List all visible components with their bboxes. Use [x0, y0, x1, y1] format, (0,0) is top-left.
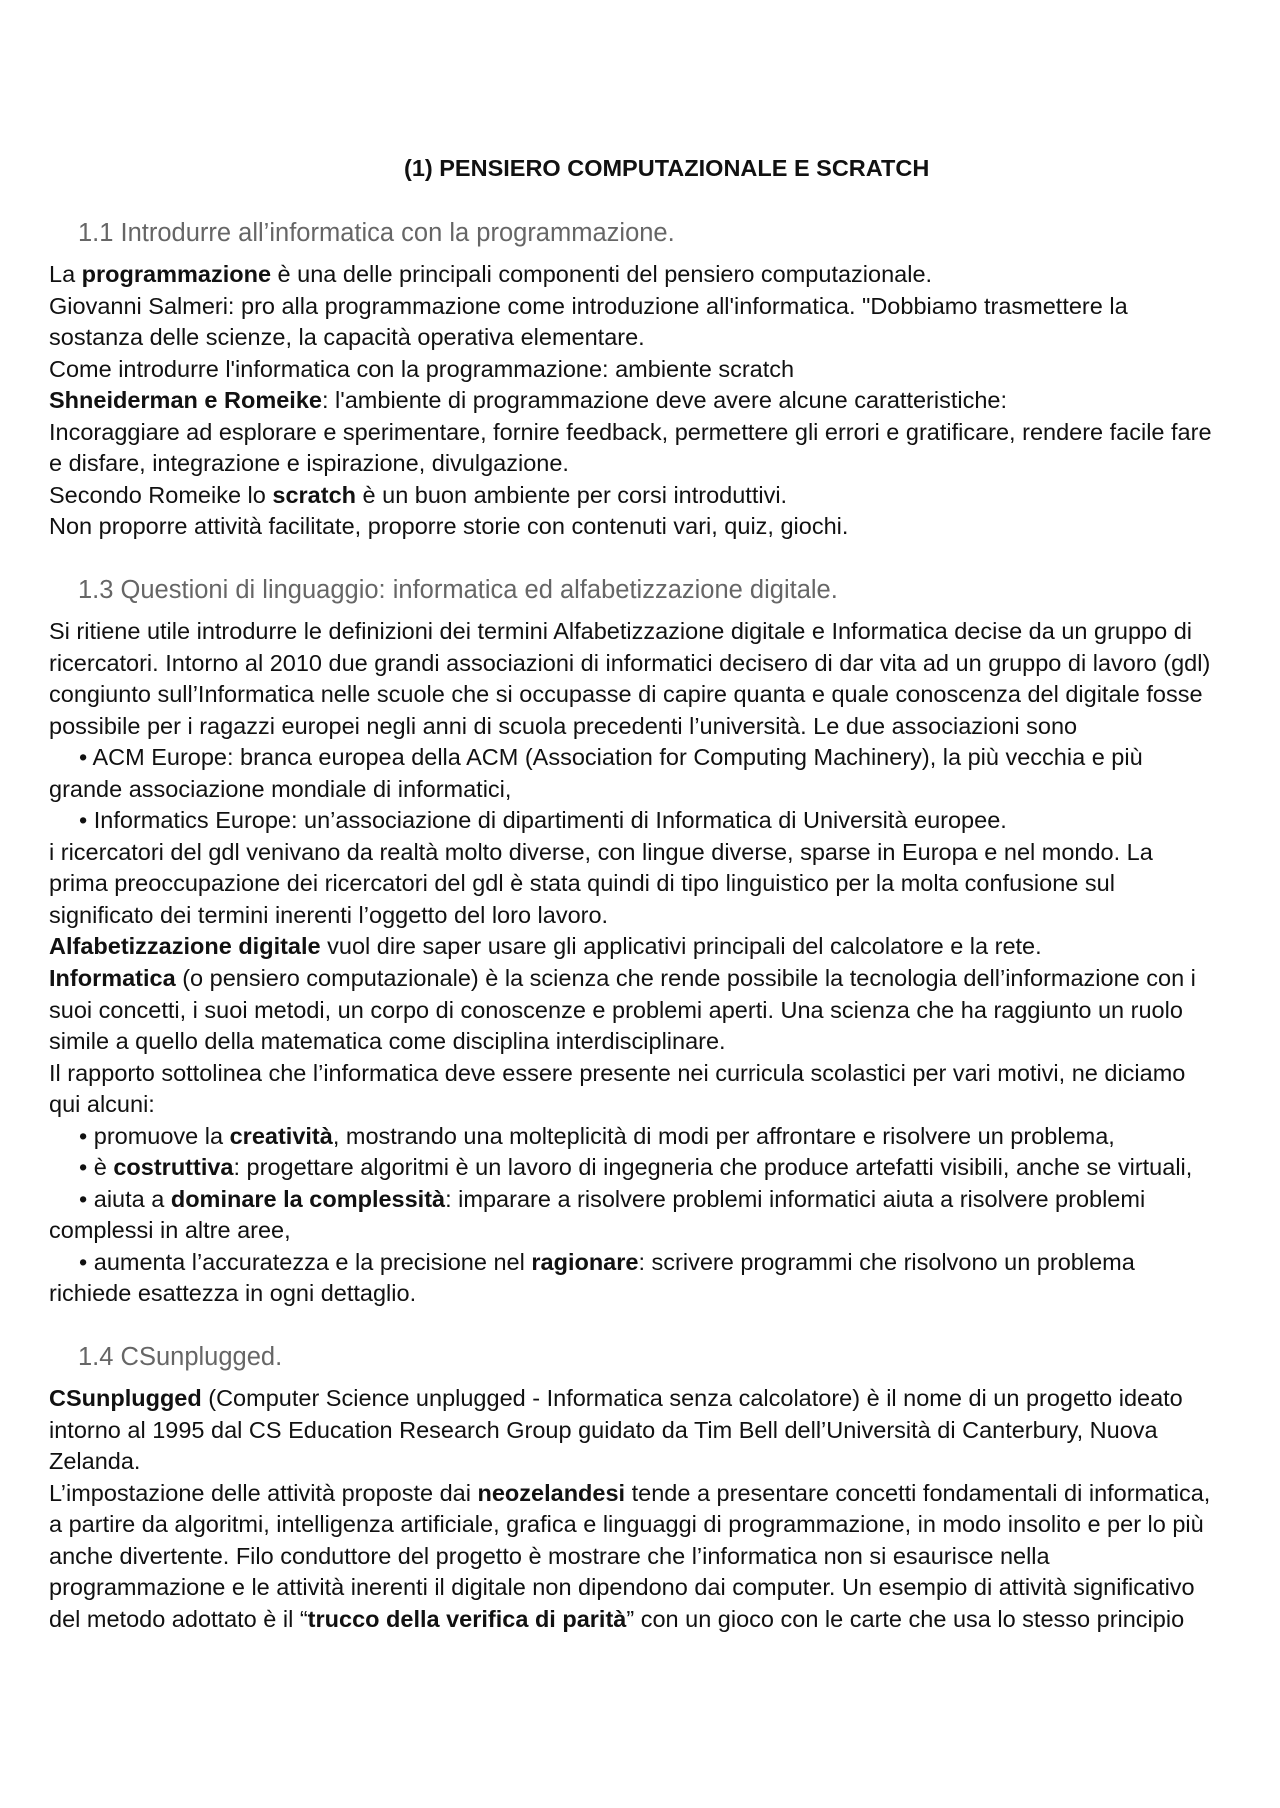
body-line: simile a quello della matematica come disciplina interdisciplinare. [49, 1028, 726, 1055]
body-line: Il rapporto sottolinea che l’informatica deve essere presente nei curricula scolastici per vari motivi, ne diciamo [49, 1059, 1186, 1086]
body-line: Si ritiene utile introdurre le definizioni dei termini Alfabetizzazione digitale e Informatica decise da un gruppo di [49, 618, 1193, 644]
text-run: tende a presentare concetti fondamentali di informatica, [625, 1479, 1211, 1506]
text-run: (o pensiero computazionale) è la scienza che rende possibile la tecnologia dell’informazione con i [175, 965, 1196, 992]
bullet-item [49, 1121, 1264, 1153]
body-line: richiede esattezza in ogni dettaglio. [49, 1280, 417, 1307]
body-line [49, 259, 1264, 291]
text-run: : progettare algoritmi è un lavoro di ingegneria che produce artefatti visibili, anche se virtuali, [233, 1154, 1193, 1181]
body-line: Incoraggiare ad esplorare e sperimentare, fornire feedback, permettere gli errori e gratificare, rendere facile fare [49, 418, 1212, 445]
body-line: a partire da algoritmi, intelligenza artificiale, grafica e linguaggi di programmazione, in modo insolito e per lo più [49, 1511, 1204, 1538]
section-body [49, 1383, 1264, 1635]
body-line: sostanza delle scienze, la capacità operativa elementare. [49, 324, 645, 351]
body-line: Come introdurre l'informatica con la programmazione: ambiente scratch [49, 355, 795, 382]
body-line [49, 1383, 1264, 1415]
bold-term: dominare la complessità [170, 1185, 446, 1212]
text-run: vuol dire saper usare gli applicativi principali del calcolatore e la rete. [320, 933, 1042, 960]
text-run: (Computer Science unplugged - Informatica senza calcolatore) è il nome di un progetto ideato [201, 1385, 1183, 1411]
document-title: (1) PENSIERO COMPUTAZIONALE E SCRATCH [404, 155, 930, 181]
bold-term: neozelandesi [477, 1479, 626, 1506]
body-line [49, 931, 1264, 963]
bold-term: trucco della verifica di parità [307, 1605, 627, 1632]
text-run: • promuove la [79, 1122, 230, 1149]
bullet-item [49, 1247, 1264, 1279]
body-line: intorno al 1995 dal CS Education Research Group guidato da Tim Bell dell’Università di Canterbury, Nuova [49, 1416, 1158, 1443]
body-line [49, 480, 1264, 512]
bullet-item: • Informatics Europe: un’associazione di dipartimenti di Informatica di Università europee. [79, 807, 1007, 834]
text-run: del metodo adottato è il “ [49, 1605, 308, 1632]
text-run: è una delle principali componenti del pensiero computazionale. [271, 261, 933, 287]
body-line [49, 963, 1264, 995]
body-line: complessi in altre aree, [49, 1217, 291, 1244]
text-run: : imparare a risolvere problemi informatici aiuta a risolvere problemi [445, 1185, 1146, 1212]
body-line [49, 1604, 1264, 1636]
text-run: è un buon ambiente per corsi introduttivi. [356, 481, 788, 508]
body-line: e disfare, integrazione e ispirazione, divulgazione. [49, 450, 569, 477]
section-body [49, 616, 1264, 1310]
body-line: Zelanda. [49, 1448, 141, 1475]
bullet-item [49, 1184, 1264, 1216]
bullet-item [49, 1152, 1264, 1184]
text-run: L’impostazione delle attività proposte dai [49, 1479, 478, 1506]
section-heading: 1.1 Introdurre all’informatica con la programmazione. [78, 219, 675, 247]
text-run: ” con un gioco con le carte che usa lo stesso principio [626, 1605, 1185, 1632]
bold-term: creatività [229, 1122, 333, 1149]
body-line: grande associazione mondiale di informatici, [49, 775, 512, 802]
body-line: significato dei termini inerenti l’oggetto del loro lavoro. [49, 901, 609, 928]
bold-term: Shneiderman e Romeike [49, 387, 322, 414]
section-heading: 1.3 Questioni di linguaggio: informatica ed alfabetizzazione digitale. [78, 576, 838, 604]
body-line: ricercatori. Intorno al 2010 due grandi associazioni di informatici decisero di dar vita ad un gruppo di lavoro (gdl) [49, 649, 1211, 676]
body-line [49, 1478, 1264, 1510]
bold-term: costruttiva [113, 1154, 234, 1181]
body-line: suoi concetti, i suoi metodi, un corpo di conoscenze e problemi aperti. Una scienza che ha raggiunto un ruolo [49, 996, 1183, 1023]
bold-term: ragionare [531, 1248, 639, 1275]
bold-term: Informatica [49, 965, 176, 992]
body-line: anche divertente. Filo conduttore del progetto è mostrare che l’informatica non si esaurisce nella [49, 1542, 1050, 1569]
body-line: possibile per i ragazzi europei negli anni di scuola precedenti l’università. Le due associazioni sono [49, 712, 1078, 739]
text-run: • aiuta a [79, 1185, 171, 1212]
body-line: congiunto sull’Informatica nelle scuole che si occupasse di capire quanta e quale conoscenza del digitale fosse [49, 681, 1203, 708]
bold-term: programmazione [81, 261, 272, 287]
bold-term: CSunplugged [49, 1385, 202, 1411]
body-line [49, 385, 1264, 417]
text-run: , mostrando una molteplicità di modi per affrontare e risolvere un problema, [332, 1122, 1115, 1149]
body-line: qui alcuni: [49, 1091, 155, 1118]
bold-term: scratch [272, 481, 356, 508]
text-run: La [49, 261, 82, 287]
text-run: : l'ambiente di programmazione deve avere alcune caratteristiche: [321, 387, 1008, 414]
text-run: • aumenta l’accuratezza e la precisione nel [79, 1248, 532, 1275]
text-run: : scrivere programmi che risolvono un problema [638, 1248, 1135, 1275]
body-line: Giovanni Salmeri: pro alla programmazione come introduzione all'informatica. "Dobbiamo trasmettere la [49, 292, 1128, 319]
body-line: prima preoccupazione dei ricercatori del gdl è stata quindi di tipo linguistico per la molta confusione sul [49, 870, 1115, 897]
text-run: • è [79, 1154, 114, 1181]
section-heading: 1.4 CSunplugged. [78, 1343, 283, 1371]
body-line: i ricercatori del gdl venivano da realtà molto diverse, con lingue diverse, sparse in Europa e nel mondo. La [49, 838, 1153, 865]
body-line: Non proporre attività facilitate, proporre storie con contenuti vari, quiz, giochi. [49, 513, 849, 540]
section-body [49, 259, 1264, 543]
bold-term: Alfabetizzazione digitale [49, 933, 321, 960]
bullet-item: • ACM Europe: branca europea della ACM (Association for Computing Machinery), la più vecchia e più [79, 744, 1143, 771]
text-run: Secondo Romeike lo [49, 481, 273, 508]
body-line: programmazione e le attività inerenti il digitale non dipendono dai computer. Un esempio di attività significativo [49, 1574, 1195, 1601]
